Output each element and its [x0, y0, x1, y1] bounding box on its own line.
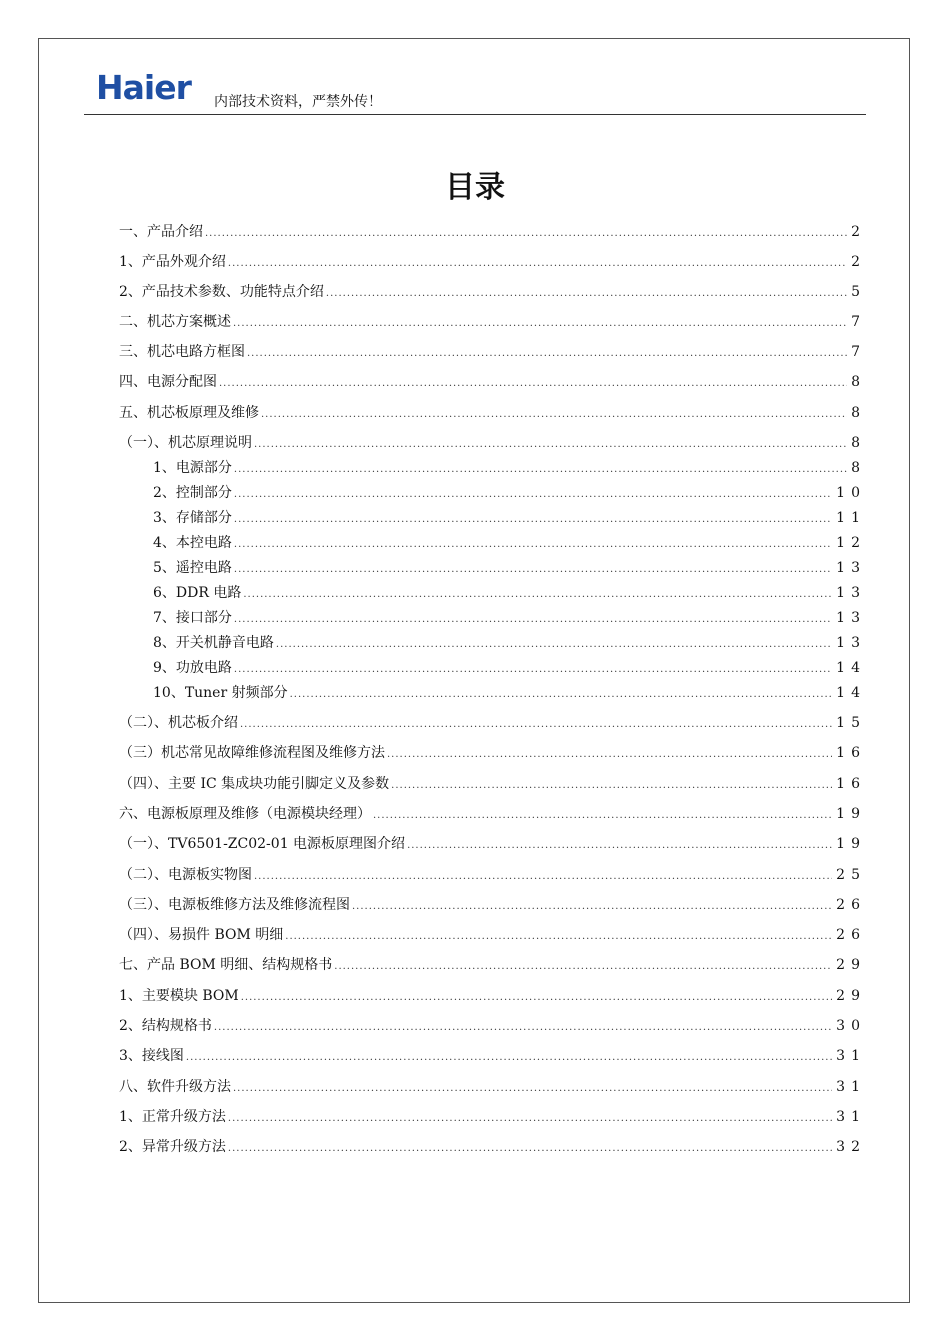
toc-entry-page: 19: [836, 836, 866, 852]
toc-dot-leader: [276, 636, 832, 654]
toc-dot-leader: [233, 1080, 832, 1098]
toc-entry[interactable]: [119, 1108, 866, 1128]
toc-entry[interactable]: [119, 775, 866, 795]
toc-dot-leader: [234, 536, 832, 554]
toc-entry-label: 一、产品介绍: [119, 224, 203, 240]
toc-entry-label: 四、电源分配图: [119, 374, 217, 390]
toc-dot-leader: [234, 611, 832, 629]
toc-dot-leader: [326, 285, 847, 303]
toc-entry-page: 7: [851, 314, 866, 330]
toc-entry-page: 14: [836, 685, 866, 701]
toc-entry-label: 2、异常升级方法: [119, 1139, 226, 1155]
toc-entry[interactable]: [153, 634, 866, 654]
toc-entry-page: 8: [851, 405, 866, 421]
toc-dot-leader: [219, 375, 847, 393]
toc-entry-label: 3、接线图: [119, 1048, 184, 1064]
toc-entry-page: 31: [836, 1109, 866, 1125]
toc-entry-label: （一）、TV6501-ZC02-01 电源板原理图介绍: [119, 836, 406, 852]
toc-entry-label: 五、机芯板原理及维修: [119, 405, 259, 421]
toc-entry-label: （四）、易损件 BOM 明细: [119, 927, 284, 943]
toc-entry-page: 14: [836, 660, 866, 676]
toc-entry-page: 25: [836, 867, 866, 883]
toc-entry[interactable]: [119, 1138, 866, 1158]
toc-entry-page: 31: [836, 1048, 866, 1064]
toc-entry[interactable]: [153, 459, 866, 479]
toc-entry-label: 1、电源部分: [153, 460, 232, 476]
toc-entry-label: 4、本控电路: [153, 535, 232, 551]
toc-entry-label: 6、DDR 电路: [153, 585, 242, 601]
toc-dot-leader: [254, 436, 847, 454]
toc-entry-page: 7: [851, 344, 866, 360]
toc-dot-leader: [205, 225, 847, 243]
toc-entry-page: 30: [836, 1018, 866, 1034]
toc-dot-leader: [228, 1110, 832, 1128]
toc-dot-leader: [233, 315, 847, 333]
toc-entry[interactable]: [119, 956, 866, 976]
toc-entry[interactable]: [119, 835, 866, 855]
toc-dot-leader: [234, 511, 832, 529]
toc-entry-label: 七、产品 BOM 明细、结构规格书: [119, 957, 333, 973]
toc-entry-page: 29: [836, 957, 866, 973]
toc-entry[interactable]: [153, 609, 866, 629]
toc-dot-leader: [352, 898, 832, 916]
toc-entry[interactable]: [153, 684, 866, 704]
toc-entry-page: 31: [836, 1079, 866, 1095]
toc-entry-page: 26: [836, 897, 866, 913]
toc-entry[interactable]: [119, 1047, 866, 1067]
toc-dot-leader: [228, 1140, 832, 1158]
toc-dot-leader: [373, 807, 832, 825]
header-slogan: 内部技术资料，严禁外传！: [214, 94, 382, 110]
toc-dot-leader: [254, 868, 832, 886]
toc-dot-leader: [241, 989, 832, 1007]
toc-entry-page: 5: [851, 284, 866, 300]
toc-dot-leader: [240, 716, 832, 734]
page-title: 目录: [445, 170, 505, 205]
toc-entry[interactable]: [119, 223, 866, 243]
toc-dot-leader: [391, 777, 832, 795]
toc-dot-leader: [261, 406, 847, 424]
toc-dot-leader: [234, 661, 832, 679]
toc-entry-label: 2、控制部分: [153, 485, 232, 501]
toc-entry[interactable]: [153, 584, 866, 604]
toc-dot-leader: [407, 837, 832, 855]
toc-entry-page: 29: [836, 988, 866, 1004]
toc-dot-leader: [186, 1049, 832, 1067]
toc-entry-page: 8: [851, 460, 866, 476]
toc-dot-leader: [285, 928, 832, 946]
toc-entry-page: 16: [836, 745, 866, 761]
toc-entry-page: 2: [851, 224, 866, 240]
toc-entry[interactable]: [153, 484, 866, 504]
toc-entry[interactable]: [153, 534, 866, 554]
toc-entry-page: 13: [836, 610, 866, 626]
toc-dot-leader: [247, 345, 847, 363]
toc-entry-label: 2、产品技术参数、功能特点介绍: [119, 284, 324, 300]
toc-entry[interactable]: [119, 1078, 866, 1098]
toc-entry[interactable]: [119, 896, 866, 916]
toc-entry-page: 11: [836, 510, 866, 526]
toc-entry[interactable]: [119, 373, 866, 393]
toc-entry-page: 13: [836, 560, 866, 576]
toc-entry-label: 8、开关机静音电路: [153, 635, 274, 651]
toc-entry-label: （二）、电源板实物图: [119, 867, 252, 883]
toc-dot-leader: [234, 461, 847, 479]
toc-entry-label: 3、存储部分: [153, 510, 232, 526]
toc-entry[interactable]: [119, 987, 866, 1007]
toc-entry[interactable]: [153, 509, 866, 529]
toc-entry-page: 13: [836, 585, 866, 601]
toc-entry[interactable]: [119, 866, 866, 886]
toc-dot-leader: [243, 586, 832, 604]
toc-entry-label: 二、机芯方案概述: [119, 314, 231, 330]
toc-entry-label: 9、功放电路: [153, 660, 232, 676]
toc-entry-label: 2、结构规格书: [119, 1018, 212, 1034]
toc-dot-leader: [234, 486, 832, 504]
toc-entry-page: 19: [836, 806, 866, 822]
toc-entry-page: 16: [836, 776, 866, 792]
toc-entry[interactable]: [119, 1017, 866, 1037]
toc-entry-page: 8: [851, 435, 866, 451]
toc-entry[interactable]: [119, 805, 866, 825]
toc-dot-leader: [387, 746, 832, 764]
toc-entry-label: （二）、机芯板介绍: [119, 715, 238, 731]
toc-entry[interactable]: [119, 714, 866, 734]
toc-entry-label: 三、机芯电路方框图: [119, 344, 245, 360]
toc-entry[interactable]: [119, 283, 866, 303]
toc-dot-leader: [228, 255, 847, 273]
toc-entry[interactable]: [153, 659, 866, 679]
toc-entry[interactable]: [119, 253, 866, 273]
toc-dot-leader: [214, 1019, 832, 1037]
toc-entry[interactable]: [119, 926, 866, 946]
toc-entry-page: 13: [836, 635, 866, 651]
toc-entry-page: 2: [851, 254, 866, 270]
toc-entry[interactable]: [119, 343, 866, 363]
toc-entry-label: （一）、机芯原理说明: [119, 435, 252, 451]
toc-entry-label: 六、电源板原理及维修（电源模块经理）: [119, 806, 371, 822]
haier-logo: Haier: [96, 68, 191, 107]
toc-entry[interactable]: [119, 313, 866, 333]
toc-entry-page: 10: [836, 485, 866, 501]
toc-entry-page: 8: [851, 374, 866, 390]
toc-entry-label: 5、遥控电路: [153, 560, 232, 576]
toc-entry[interactable]: [119, 744, 866, 764]
toc-entry-page: 12: [836, 535, 866, 551]
toc-entry-label: 1、产品外观介绍: [119, 254, 226, 270]
toc-entry-label: 八、软件升级方法: [119, 1079, 231, 1095]
toc-dot-leader: [234, 561, 832, 579]
toc-entry-label: （三）机芯常见故障维修流程图及维修方法: [119, 745, 385, 761]
toc-dot-leader: [334, 958, 832, 976]
toc-entry-label: 1、正常升级方法: [119, 1109, 226, 1125]
toc-entry-label: 7、接口部分: [153, 610, 232, 626]
toc-entry-label: （四）、主要 IC 集成块功能引脚定义及参数: [119, 776, 390, 792]
toc-entry-label: （三）、电源板维修方法及维修流程图: [119, 897, 350, 913]
toc-dot-leader: [290, 686, 833, 704]
toc-entry[interactable]: [119, 404, 866, 424]
toc-entry[interactable]: [153, 559, 866, 579]
page-header: [84, 66, 866, 115]
toc-entry-label: 10、Tuner 射频部分: [153, 685, 288, 701]
toc-entry[interactable]: [119, 434, 866, 454]
toc-entry-page: 15: [836, 715, 866, 731]
toc-entry-page: 26: [836, 927, 866, 943]
toc-entry-page: 32: [836, 1139, 866, 1155]
toc-entry-label: 1、主要模块 BOM: [119, 988, 239, 1004]
